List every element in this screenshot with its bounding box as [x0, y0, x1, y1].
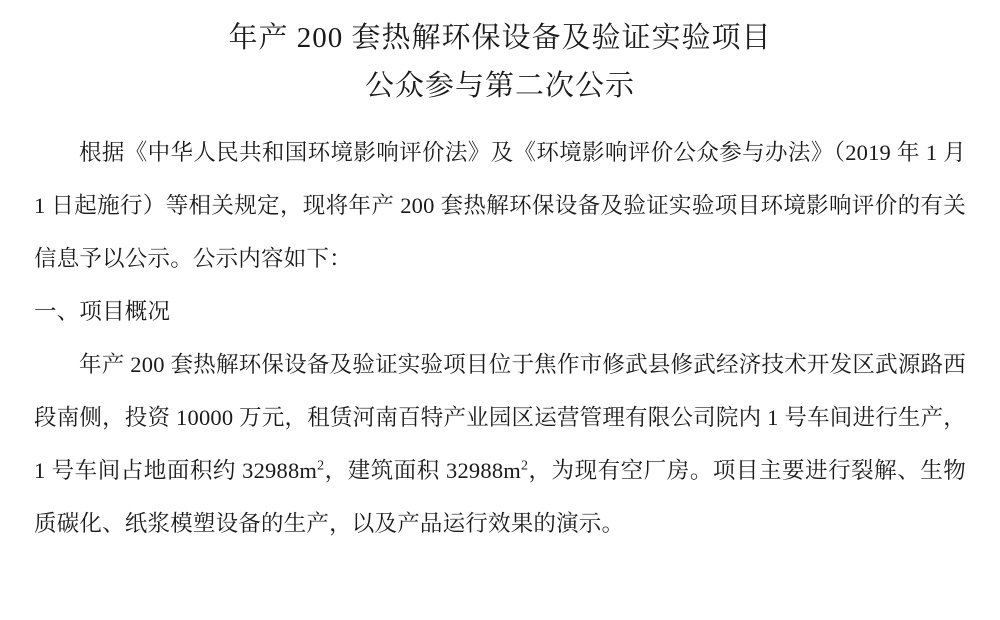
paragraph-project-overview [34, 338, 966, 550]
paragraph-project-overview-part2: ，建筑面积 32988m [324, 458, 521, 483]
paragraph-project-overview-part1: 年产 200 套热解环保设备及验证实验项目位于焦作市修武县修武经济技术开发区武源路西段南侧，投资 10000 万元，租赁河南百特产业园区运营管理有限公司院内 1 号车间进行生产，1 号车间占地面积约 32988m [34, 352, 966, 483]
page-title-line-2: 公众参与第二次公示 [364, 70, 635, 102]
page-title [34, 14, 966, 110]
section-heading-project-overview: 一、项目概况 [34, 299, 171, 324]
page-title-line-1: 年产 200 套热解环保设备及验证实验项目 [228, 22, 772, 54]
unit-superscript-2: 2 [520, 458, 529, 474]
paragraph-project-overview-part3: ，为现有空厂房。项目主要进行裂解、生物质碳化、纸浆模塑设备的生产，以及产品运行效果的演示。 [34, 458, 967, 536]
document-title-block [34, 14, 966, 110]
unit-superscript-1: 2 [317, 458, 325, 474]
paragraph-legal-basis: 根据《中华人民共和国环境影响评价法》及《环境影响评价公众参与办法》（2019 年 1 月 1 日起施行）等相关规定，现将年产 200 套热解环保设备及验证实验项目环境影响评价的有关信息予以公示。公示内容如下： [34, 140, 966, 271]
